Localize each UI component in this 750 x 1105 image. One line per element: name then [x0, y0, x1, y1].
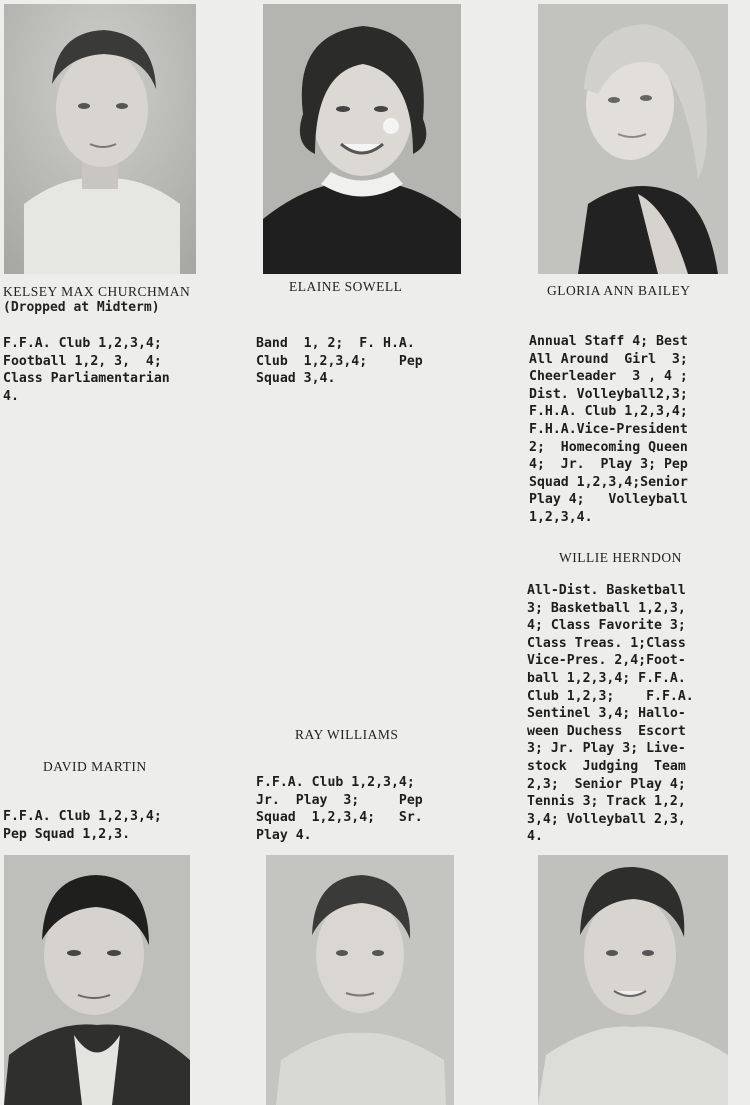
student-bio-gloria: Annual Staff 4; Best All Around Girl 3; Cheerleader 3 , 4 ; Dist. Volleyball2,3; F.H.A. Club 1,2,3,4; F.H.A.Vice-President 2; Homecoming Queen 4; Jr. Play 3; Pep Squad 1,2,3,4;Senior Play 4; Volleyball 1,2,3,4.: [529, 334, 688, 525]
student-bio-elaine: Band 1, 2; F. H.A. Club 1,2,3,4; Pep Squad 3,4.: [256, 336, 423, 387]
portrait-gloria-photo: [538, 4, 728, 274]
portrait-ray-photo: [266, 855, 454, 1105]
portrait-willie-photo: [538, 855, 728, 1105]
student-name-david: DAVID MARTIN: [43, 759, 147, 774]
student-bio-kelsey: F.F.A. Club 1,2,3,4; Football 1,2, 3, 4; Class Parliamentarian 4.: [3, 336, 170, 404]
student-bio-ray: F.F.A. Club 1,2,3,4; Jr. Play 3; Pep Squad 1,2,3,4; Sr. Play 4.: [256, 775, 423, 843]
student-name-ray: RAY WILLIAMS: [295, 727, 399, 742]
student-bio-willie: All-Dist. Basketball 3; Basketball 1,2,3, 4; Class Favorite 3; Class Treas. 1;Class Vice-Pres. 2,4;Foot- ball 1,2,3,4; F.F.A. Club 1,2,3; F.F.A. Sentinel 3,4; Hallo- ween Duchess Escort 3; Jr. Play 3; Live- stock Judging Team 2,3; Senior Play 4; Tennis 3; Track 1,2, 3,4; Volleyball 2,3, 4.: [527, 583, 694, 845]
portrait-david-photo: [4, 855, 190, 1105]
student-name-elaine: ELAINE SOWELL: [289, 279, 403, 294]
student-bio-david: F.F.A. Club 1,2,3,4; Pep Squad 1,2,3.: [3, 809, 162, 842]
student-note-kelsey: (Dropped at Midterm): [3, 300, 160, 315]
portrait-kelsey-photo: [4, 4, 196, 274]
student-name-gloria: GLORIA ANN BAILEY: [547, 283, 691, 298]
student-name-willie: WILLIE HERNDON: [559, 550, 682, 565]
portrait-elaine-photo: [263, 4, 461, 274]
student-name-kelsey: KELSEY MAX CHURCHMAN: [3, 284, 191, 299]
